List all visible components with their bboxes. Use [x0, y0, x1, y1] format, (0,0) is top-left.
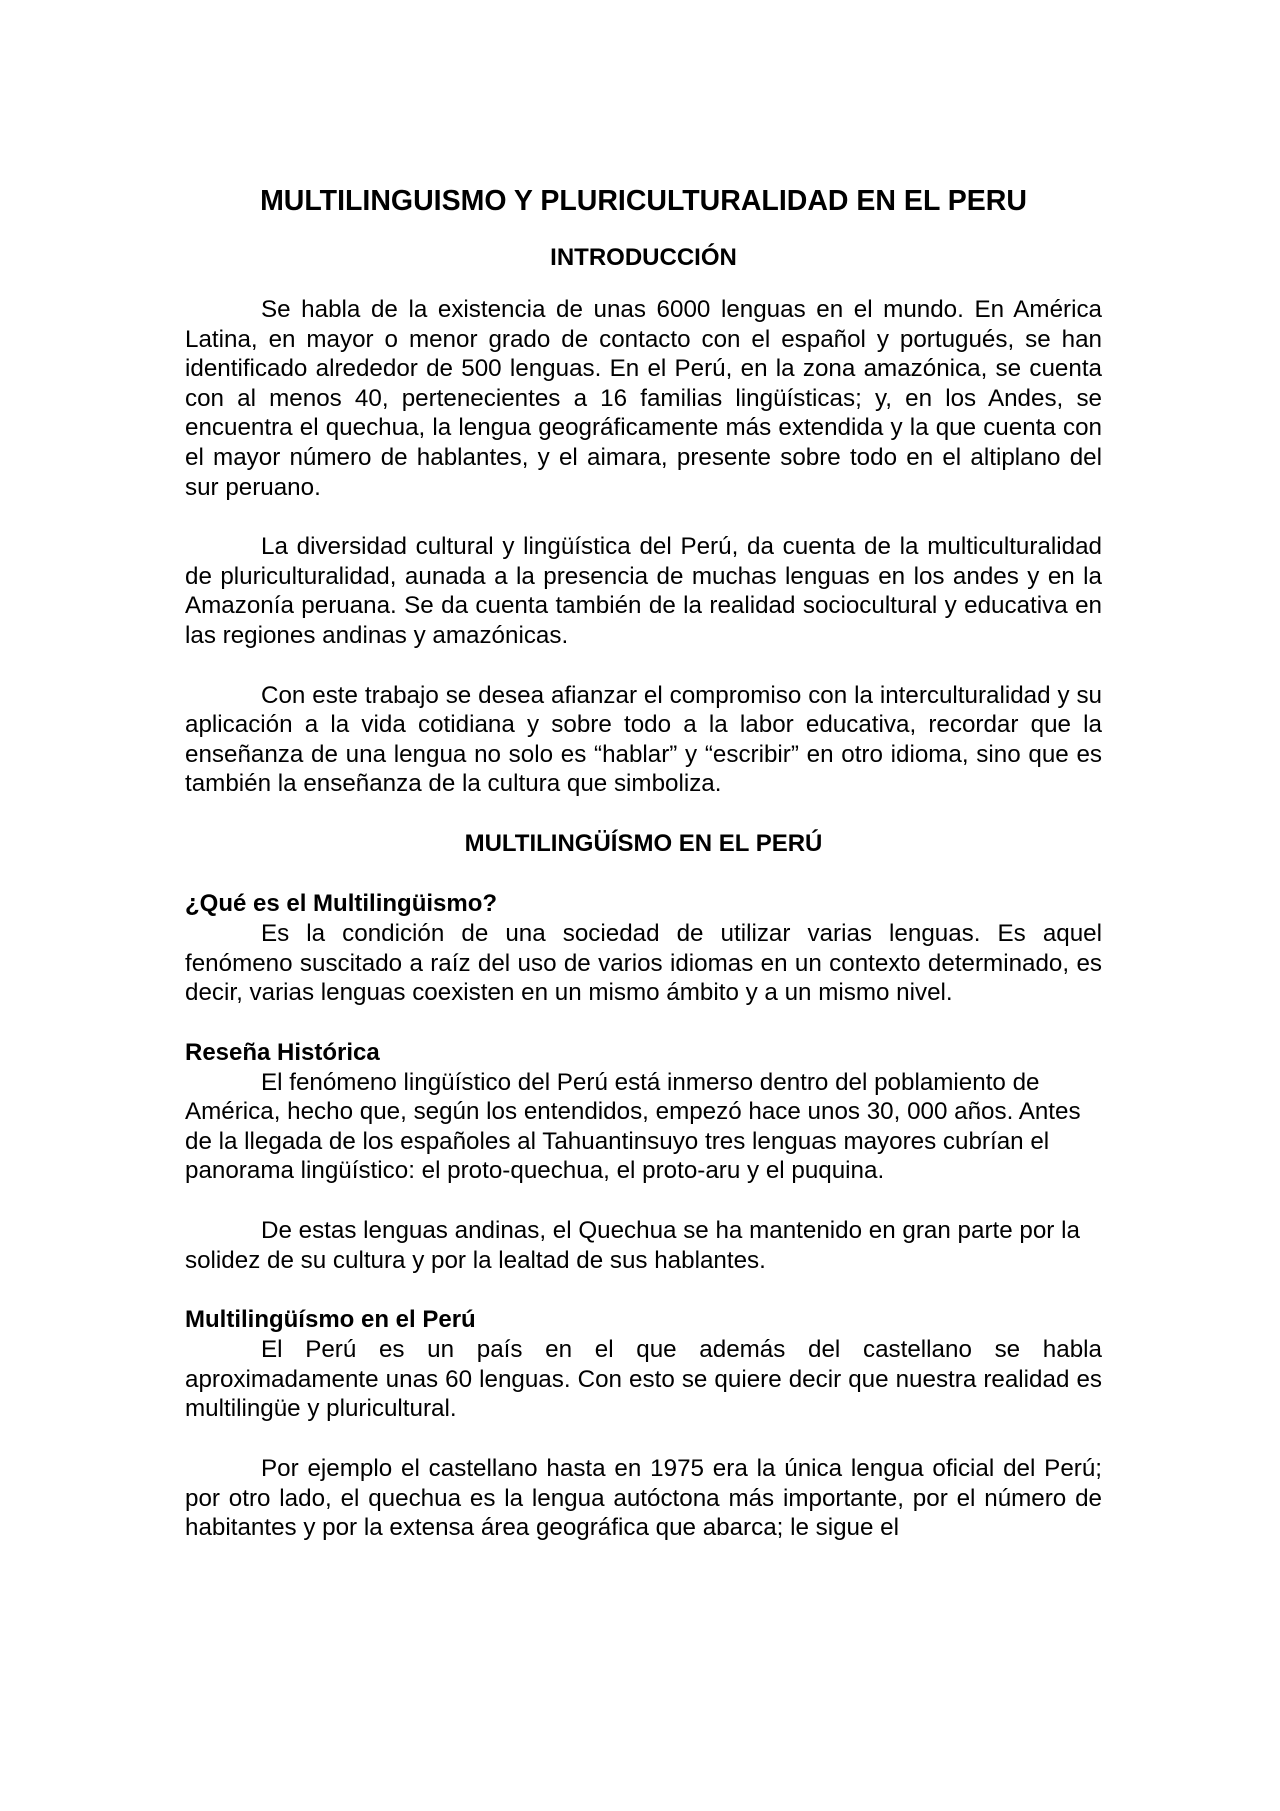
introduction-heading: INTRODUCCIÓN: [550, 244, 737, 271]
que-es-paragraph: Es la condición de una sociedad de utilizar varias lenguas. Es aquel fenómeno suscitado a raíz del uso de varios idiomas en un contexto determinado, es decir, varias lenguas coexisten en un mismo ámbito y a un mismo nivel.: [185, 919, 1102, 1007]
introduction-paragraph-2: La diversidad cultural y lingüística del Perú, da cuenta de la multiculturalidad de pluriculturalidad, aunada a la presencia de muchas lenguas en los andes y en la Amazonía peruana. Se da cuenta también de la realidad sociocultural y educativa en las regiones andinas y amazónicas.: [185, 533, 1102, 649]
document-title: MULTILINGUISMO Y PLURICULTURALIDAD EN EL PERU: [260, 185, 1027, 217]
en-el-peru-paragraph-1: El Perú es un país en el que además del castellano se habla aproximadamente unas 60 lenguas. Con esto se quiere decir que nuestra realidad es multilingüe y pluricultural.: [185, 1336, 1102, 1423]
introduction-paragraph-1: Se habla de la existencia de unas 6000 lenguas en el mundo. En América Latina, en mayor o menor grado de contacto con el español y portugués, se han identificado alrededor de 500 lenguas. En el Perú, en la zona amazónica, se cuenta con al menos 40, pertenecientes a 16 familias lingüísticas; y, en los Andes, se encuentra el quechua, la lengua geográficamente más extendida y la que cuenta con el mayor número de hablantes, y el aimara, presente sobre todo en el altiplano del sur peruano.: [185, 296, 1102, 501]
resena-paragraph-2: De estas lenguas andinas, el Quechua se ha mantenido en gran parte por la solidez de su cultura y por la lealtad de sus hablantes.: [185, 1217, 1080, 1274]
document-body: [185, 183, 1102, 1543]
multilinguismo-heading: MULTILINGÜÍSMO EN EL PERÚ: [464, 829, 823, 857]
resena-paragraph-1: El fenómeno lingüístico del Perú está inmerso dentro del poblamiento de América, hecho que, según los entendidos, empezó hace unos 30, 000 años. Antes de la llegada de los españoles al Tahuantinsuyo tres lenguas mayores cubrían el panorama lingüístico: el proto-quechua, el proto-aru y el puquina.: [185, 1068, 1081, 1185]
que-es-heading: ¿Qué es el Multilingüismo?: [185, 889, 498, 917]
en-el-peru-heading: Multilingüísmo en el Perú: [185, 1306, 476, 1334]
introduction-paragraph-3: Con este trabajo se desea afianzar el compromiso con la interculturalidad y su aplicación a la vida cotidiana y sobre todo a la labor educativa, recordar que la enseñanza de una lengua no solo es “hablar” y “escribir” en otro idioma, sino que es también la enseñanza de la cultura que simboliza.: [185, 681, 1102, 798]
en-el-peru-paragraph-2: Por ejemplo el castellano hasta en 1975 era la única lengua oficial del Perú; por otro lado, el quechua es la lengua autóctona más importante, por el número de habitantes y por la extensa área geográfica que abarca; le sigue el: [185, 1455, 1102, 1542]
resena-heading: Reseña Histórica: [185, 1038, 380, 1066]
